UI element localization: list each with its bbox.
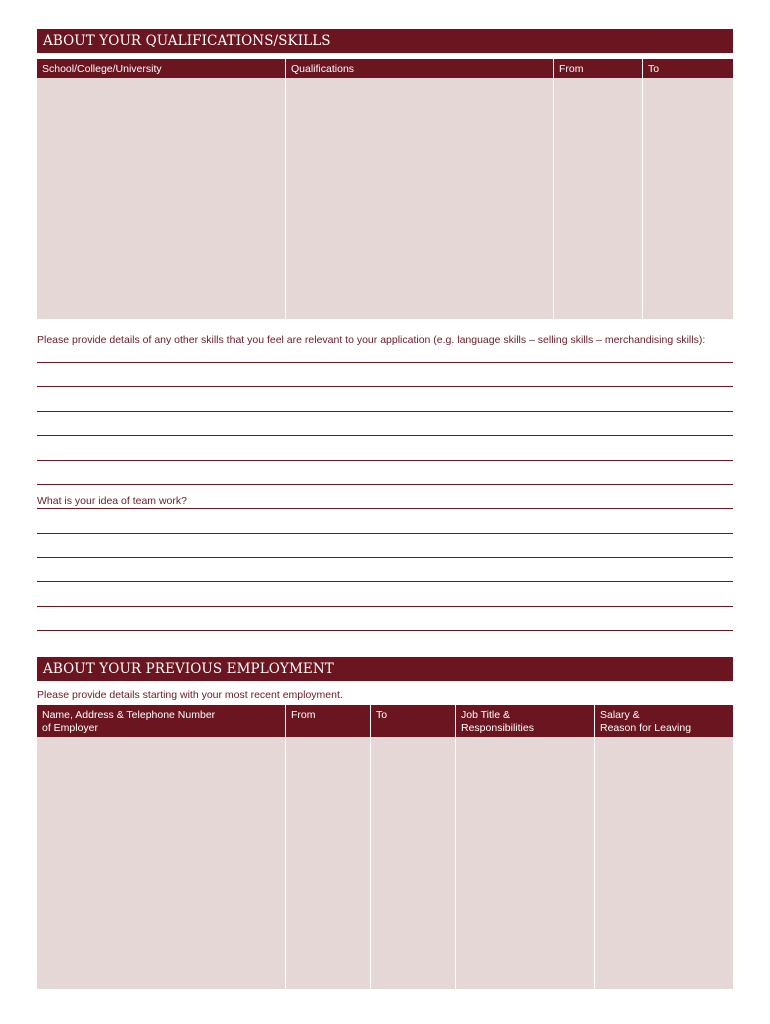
teamwork-answer-line[interactable] <box>37 630 733 631</box>
header-line-1: To <box>376 709 388 721</box>
teamwork-answer-line[interactable] <box>37 557 733 558</box>
header-line-2: of Employer <box>42 722 99 734</box>
header-line-1: Name, Address & Telephone Number <box>42 709 216 721</box>
header-line-2: Reason for Leaving <box>600 722 692 734</box>
skills-answer-line[interactable] <box>37 386 733 387</box>
qualifications-section-title: ABOUT YOUR QUALIFICATIONS/SKILLS <box>37 29 733 53</box>
column-header-qualifications: Qualifications <box>286 59 554 78</box>
qualifications-input-area[interactable] <box>286 78 554 319</box>
header-line-1: Job Title & <box>461 709 511 721</box>
column-header-from <box>286 705 371 737</box>
employment-table <box>37 705 733 989</box>
teamwork-answer-line[interactable] <box>37 606 733 607</box>
from-input-area[interactable] <box>554 78 643 319</box>
teamwork-answer-line[interactable] <box>37 533 733 534</box>
to-input-area[interactable] <box>371 737 456 989</box>
column-header-to <box>371 705 456 737</box>
school-input-area[interactable] <box>37 78 286 319</box>
to-input-area[interactable] <box>643 78 733 319</box>
skills-answer-line[interactable] <box>37 435 733 436</box>
header-line-1: From <box>291 709 316 721</box>
header-line-2: Responsibilities <box>461 722 534 734</box>
employment-table-header <box>37 705 733 737</box>
skills-prompt: Please provide details of any other skills that you feel are relevant to your application (e.g. language skills – selling skills – merchandising skills): <box>37 334 706 346</box>
column-header-school: School/College/University <box>37 59 286 78</box>
skills-answer-line[interactable] <box>37 362 733 363</box>
qualifications-table <box>37 59 733 319</box>
skills-answer-line[interactable] <box>37 460 733 461</box>
employment-table-body <box>37 737 733 989</box>
qualifications-table-header <box>37 59 733 78</box>
employment-intro: Please provide details starting with your most recent employment. <box>37 689 343 701</box>
teamwork-prompt: What is your idea of team work? <box>37 495 187 507</box>
teamwork-answer-line[interactable] <box>37 508 733 509</box>
skills-answer-line[interactable] <box>37 484 733 485</box>
column-header-from: From <box>554 59 643 78</box>
salary-input-area[interactable] <box>595 737 733 989</box>
employment-section-title: ABOUT YOUR PREVIOUS EMPLOYMENT <box>37 657 733 681</box>
skills-answer-line[interactable] <box>37 411 733 412</box>
employer-input-area[interactable] <box>37 737 286 989</box>
column-header-to: To <box>648 63 660 75</box>
column-header-salary <box>595 705 733 737</box>
teamwork-answer-line[interactable] <box>37 581 733 582</box>
column-header-job-title <box>456 705 595 737</box>
job-title-input-area[interactable] <box>456 737 595 989</box>
from-input-area[interactable] <box>286 737 371 989</box>
header-line-1: Salary & <box>600 709 640 721</box>
qualifications-table-body <box>37 78 733 319</box>
column-header-employer <box>37 705 286 737</box>
